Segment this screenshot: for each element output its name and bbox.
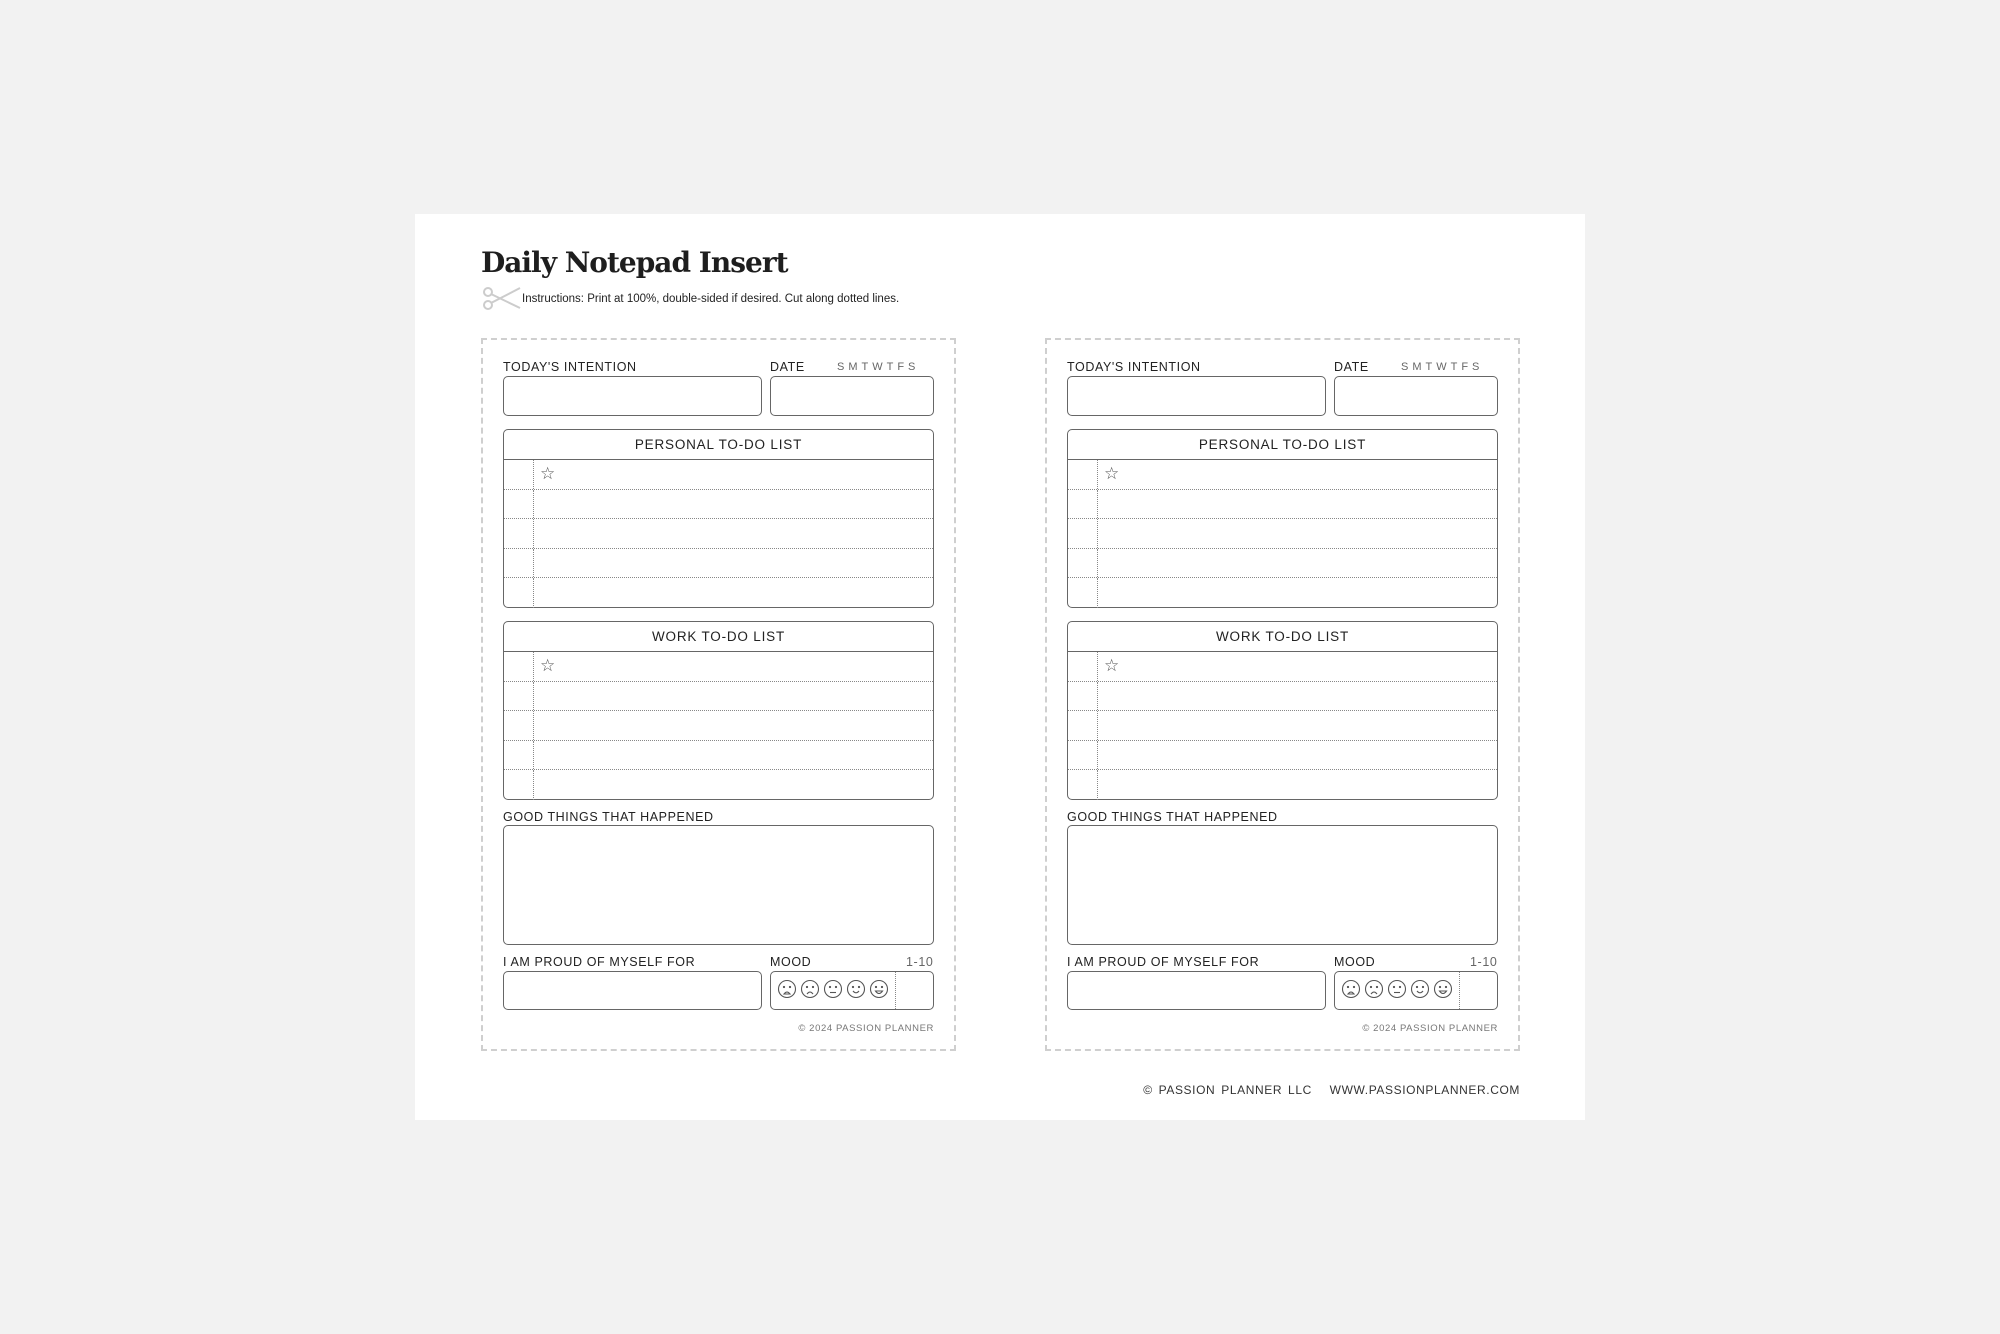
checkbox-column[interactable] (533, 490, 534, 519)
weekday-letters[interactable]: SMTWTFS (1401, 361, 1484, 373)
todo-row[interactable] (504, 682, 933, 712)
good-things-field[interactable] (1067, 825, 1498, 945)
checkbox-column[interactable] (533, 711, 534, 740)
mood-scale: 1-10 (1470, 955, 1498, 969)
page-title: Daily Notepad Insert (481, 246, 788, 279)
mood-label: MOOD (770, 955, 812, 969)
checkbox-column[interactable] (1097, 682, 1098, 711)
checkbox-column[interactable] (1097, 741, 1098, 770)
checkbox-column[interactable] (1097, 578, 1098, 608)
checkbox-column[interactable] (1097, 652, 1098, 681)
mood-field[interactable] (1334, 971, 1498, 1010)
checkbox-column[interactable] (533, 770, 534, 800)
todo-row[interactable] (1068, 711, 1497, 741)
neutral-face-icon[interactable] (823, 979, 843, 999)
star-icon: ☆ (1104, 464, 1120, 483)
checkbox-column[interactable] (533, 549, 534, 578)
scissors-icon (482, 284, 522, 312)
todo-row[interactable] (504, 711, 933, 741)
mood-divider (895, 972, 896, 1009)
proud-field[interactable] (503, 971, 762, 1010)
work-todo-title: WORK TO-DO LIST (504, 622, 933, 652)
card-copyright: © 2024 PASSION PLANNER (1362, 1023, 1498, 1034)
checkbox-column[interactable] (1097, 490, 1098, 519)
work-todo-list (503, 621, 934, 800)
personal-todo-list (1067, 429, 1498, 608)
mood-field[interactable] (770, 971, 934, 1010)
checkbox-column[interactable] (1097, 770, 1098, 800)
work-todo-title: WORK TO-DO LIST (1068, 622, 1497, 652)
very-sad-face-icon[interactable] (1341, 979, 1361, 999)
mood-scale: 1-10 (906, 955, 934, 969)
card-copyright: © 2024 PASSION PLANNER (798, 1023, 934, 1034)
todo-row[interactable] (504, 770, 933, 800)
star-icon: ☆ (1104, 656, 1120, 675)
very-sad-face-icon[interactable] (777, 979, 797, 999)
sad-face-icon[interactable] (1364, 979, 1384, 999)
sad-face-icon[interactable] (800, 979, 820, 999)
mood-divider (1459, 972, 1460, 1009)
happy-face-icon[interactable] (1433, 979, 1453, 999)
checkbox-column[interactable] (533, 682, 534, 711)
todo-row[interactable] (504, 519, 933, 549)
todo-row[interactable] (1068, 741, 1497, 771)
checkbox-column[interactable] (533, 519, 534, 548)
personal-todo-title: PERSONAL TO-DO LIST (504, 430, 933, 460)
mood-label: MOOD (1334, 955, 1376, 969)
good-things-label: GOOD THINGS THAT HAPPENED (503, 810, 714, 824)
smile-face-icon[interactable] (846, 979, 866, 999)
todo-row[interactable] (504, 652, 933, 682)
weekday-letters[interactable]: SMTWTFS (837, 361, 920, 373)
date-field[interactable] (770, 376, 934, 416)
checkbox-column[interactable] (1097, 519, 1098, 548)
notepad-card (481, 338, 956, 1051)
footer-text: © PASSION PLANNER LLC WWW.PASSIONPLANNER.COM (1143, 1083, 1520, 1097)
todo-row[interactable] (1068, 460, 1497, 490)
todo-row[interactable] (504, 549, 933, 579)
personal-todo-list (503, 429, 934, 608)
intention-field[interactable] (503, 376, 762, 416)
work-todo-list (1067, 621, 1498, 800)
todo-row[interactable] (1068, 519, 1497, 549)
happy-face-icon[interactable] (869, 979, 889, 999)
todo-row[interactable] (504, 578, 933, 608)
date-label: DATE (1334, 360, 1369, 374)
checkbox-column[interactable] (533, 652, 534, 681)
proud-field[interactable] (1067, 971, 1326, 1010)
proud-label: I AM PROUD OF MYSELF FOR (503, 955, 696, 969)
date-field[interactable] (1334, 376, 1498, 416)
todo-row[interactable] (1068, 770, 1497, 800)
good-things-field[interactable] (503, 825, 934, 945)
checkbox-column[interactable] (1097, 460, 1098, 489)
todo-row[interactable] (504, 490, 933, 520)
todo-row[interactable] (504, 741, 933, 771)
notepad-card (1045, 338, 1520, 1051)
checkbox-column[interactable] (1097, 711, 1098, 740)
todo-row[interactable] (1068, 578, 1497, 608)
todo-row[interactable] (1068, 652, 1497, 682)
checkbox-column[interactable] (533, 578, 534, 608)
smile-face-icon[interactable] (1410, 979, 1430, 999)
intention-label: TODAY'S INTENTION (503, 360, 637, 374)
neutral-face-icon[interactable] (1387, 979, 1407, 999)
checkbox-column[interactable] (533, 741, 534, 770)
checkbox-column[interactable] (533, 460, 534, 489)
proud-label: I AM PROUD OF MYSELF FOR (1067, 955, 1260, 969)
todo-row[interactable] (1068, 682, 1497, 712)
instructions-text: Instructions: Print at 100%, double-sided if desired. Cut along dotted lines. (522, 293, 900, 305)
star-icon: ☆ (540, 464, 556, 483)
todo-row[interactable] (1068, 549, 1497, 579)
star-icon: ☆ (540, 656, 556, 675)
date-label: DATE (770, 360, 805, 374)
intention-label: TODAY'S INTENTION (1067, 360, 1201, 374)
todo-row[interactable] (504, 460, 933, 490)
intention-field[interactable] (1067, 376, 1326, 416)
todo-row[interactable] (1068, 490, 1497, 520)
good-things-label: GOOD THINGS THAT HAPPENED (1067, 810, 1278, 824)
personal-todo-title: PERSONAL TO-DO LIST (1068, 430, 1497, 460)
checkbox-column[interactable] (1097, 549, 1098, 578)
